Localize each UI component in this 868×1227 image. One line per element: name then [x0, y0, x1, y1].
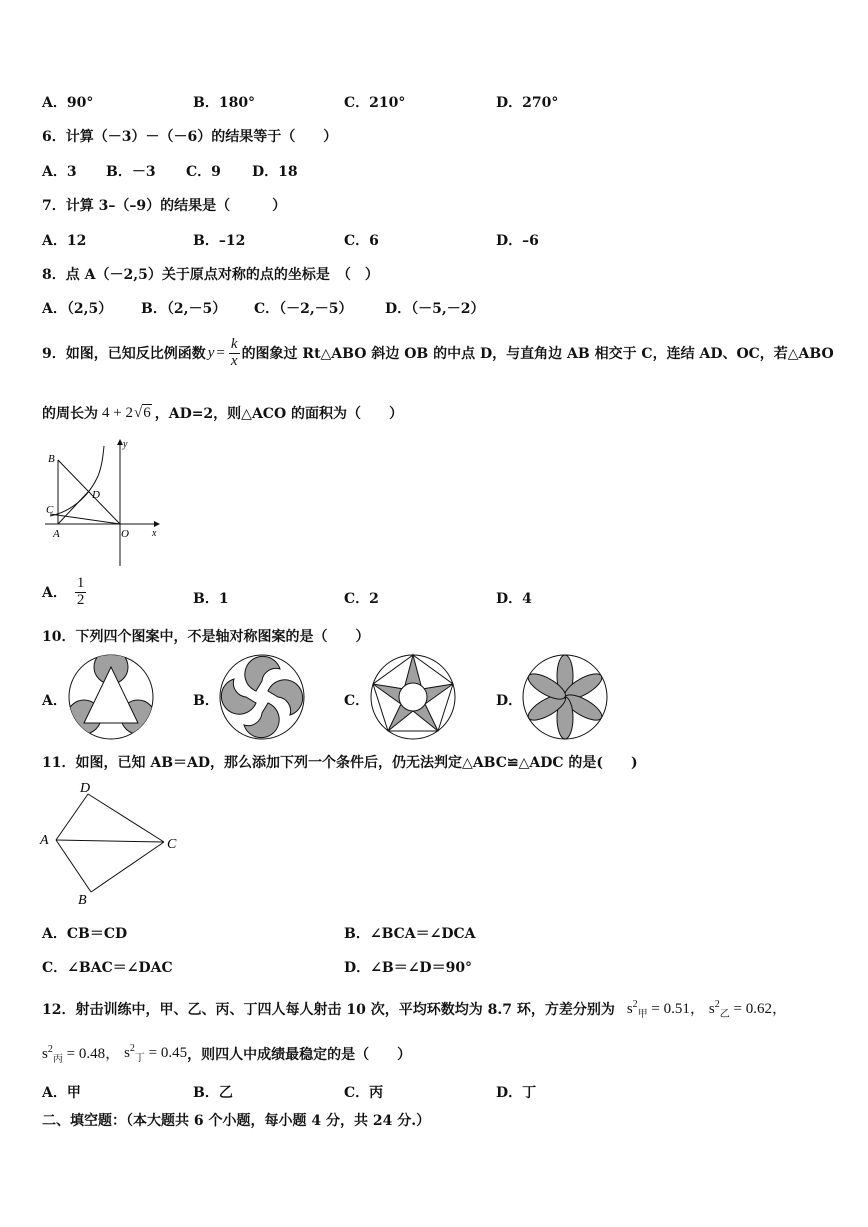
q9-option-a-fraction	[75, 576, 87, 609]
q12-value-yi: 0.62	[745, 1001, 772, 1017]
q8-option-a: A．（2,5）	[42, 301, 113, 317]
q11-label-b: B	[78, 893, 87, 906]
q9-label-o: O	[121, 528, 129, 540]
q9-perimeter-a: 4 + 2	[102, 404, 133, 421]
q11-segment-ad	[56, 794, 88, 840]
q9-label-b: B	[48, 453, 55, 465]
q9-func-denominator: x	[230, 352, 238, 369]
q9-x-arrow	[154, 521, 160, 527]
q9-label-x: x	[152, 528, 157, 539]
q5-option-d: D．270°	[496, 95, 559, 111]
q11-label-c: C	[167, 837, 177, 852]
q11-option-a: A．CB＝CD	[42, 926, 128, 942]
q12-stem	[42, 997, 787, 1020]
q5-option-a: A．90°	[42, 95, 94, 111]
q7-stem: 7．计算 3–（–9）的结果是（ ）	[42, 198, 287, 214]
q9-option-c: C．2	[344, 591, 379, 607]
q5-option-c: C．210°	[344, 95, 406, 111]
q12-option-b: B．乙	[193, 1085, 233, 1101]
q12-sub-bing: 丙	[52, 1054, 63, 1065]
q9-line2-pre: 的周长为	[42, 406, 98, 422]
q12-var-yi: $s^2_乙 = 0.62$，	[708, 999, 787, 1020]
q9-perimeter-sqrt: 6	[143, 405, 151, 421]
q9-func-numerator: k	[230, 336, 238, 352]
q12-sub-yi: 乙	[719, 1009, 730, 1020]
q8-option-d: D．（－5,－2）	[385, 301, 485, 317]
q11-segment-dc	[88, 794, 164, 842]
q10-pattern-d	[520, 653, 610, 741]
q11-label-d: D	[80, 781, 91, 796]
q9-stem-post: 的图象过 Rt△ABO 斜边 OB 的中点 D，与直角边 AB 相交于 C，连结 AD、OC，若△ABO	[241, 346, 834, 363]
q11-figure	[36, 776, 186, 906]
q7-option-b: B．–12	[193, 233, 246, 249]
q12-line2-post: ，则四人中成绩最稳定的是（ ）	[187, 1046, 412, 1063]
q10-label-b: B．	[193, 693, 219, 709]
q9-segment-oc	[50, 514, 120, 524]
q12-var-bing: $s^2_丙 = 0.48$，	[42, 1044, 121, 1065]
q9-func-y: y	[207, 344, 215, 361]
q12-value-bing: 0.48	[78, 1046, 106, 1062]
q7-option-c: C．6	[344, 233, 379, 249]
q6-option-c: C．9	[186, 164, 221, 180]
q9-option-b: B．1	[193, 591, 229, 607]
q9-option-a-prefix: A．	[42, 585, 67, 602]
q11-option-c: C．∠BAC＝∠DAC	[42, 960, 173, 976]
q10-pattern-a	[66, 653, 156, 741]
q8-stem: 8．点 A（－2,5）关于原点对称的点的坐标是 （ ）	[42, 267, 379, 283]
q9-option-a	[42, 576, 88, 609]
q9-label-y: y	[123, 439, 128, 450]
q6-option-b: B．－3	[106, 164, 156, 180]
q9-func-fraction	[229, 337, 240, 370]
q12-sub-ding: 丁	[134, 1053, 145, 1064]
q7-option-d: D．–6	[496, 233, 539, 249]
q9-label-a: A	[53, 528, 60, 540]
q9-label-d: D	[92, 489, 100, 501]
q7-option-a: A．12	[42, 233, 87, 249]
q10-stem: 10．下列四个图案中，不是轴对称图案的是（ ）	[42, 629, 370, 645]
q12-var-jia: $s^2_甲 = 0.51$，	[626, 999, 705, 1020]
q11-segment-ac	[56, 840, 164, 842]
q11-option-b: B．∠BCA＝∠DCA	[344, 926, 476, 942]
q10-pattern-c	[368, 653, 458, 741]
q11-stem: 11．如图，已知 AB＝AD，那么添加下列一个条件后，仍无法判定△ABC≌△ADC 的是( )	[42, 755, 638, 771]
q10-label-a: A．	[42, 693, 67, 709]
q12-value-jia: 0.51	[663, 1001, 690, 1017]
q9-figure	[40, 436, 165, 568]
q12-option-a: A．甲	[42, 1085, 81, 1101]
q10-pattern-b	[217, 653, 307, 741]
q10-label-d: D．	[496, 693, 523, 709]
q9-option-a-denominator: 2	[76, 591, 85, 608]
q9-line2-post: ，AD=2，则△ACO 的面积为（ ）	[154, 406, 404, 422]
q9-func-eq: =	[216, 344, 225, 361]
q10-label-c: C．	[344, 693, 370, 709]
q9-stem-line2: 的周长为 4 + 2 √ 6 ，AD=2，则△ACO 的面积为（ ）	[42, 404, 404, 422]
section2-heading: 二、填空题：（本大题共 6 个小题，每小题 4 分，共 24 分.）	[42, 1113, 431, 1129]
q8-option-b: B．（2,－5）	[141, 301, 227, 317]
q12-option-d: D．丁	[496, 1085, 537, 1101]
q9-label-c: C	[46, 504, 54, 516]
q9-stem	[42, 337, 834, 370]
q11-segment-ab	[56, 840, 91, 892]
q12-value-ding: 0.45	[160, 1045, 188, 1061]
q6-option-d: D．18	[252, 164, 298, 180]
q6-option-a: A．3	[42, 164, 77, 180]
q10-c-inner-circle	[399, 683, 427, 711]
q12-sub-jia: 甲	[637, 1009, 648, 1020]
q9-option-d: D．4	[496, 591, 532, 607]
q5-option-b: B．180°	[193, 95, 256, 111]
q9-stem-pre: 9．如图，已知反比例函数	[42, 346, 206, 363]
q11-label-a: A	[40, 833, 49, 848]
q12-option-c: C．丙	[344, 1085, 384, 1101]
q12-stem-line2	[42, 1042, 411, 1065]
q6-stem: 6．计算（－3）－（－6）的结果等于（ ）	[42, 129, 338, 145]
q8-option-c: C．（－2,－5）	[254, 301, 353, 317]
q12-var-ding: $s^2_丁 = 0.45$	[124, 1043, 188, 1064]
q12-stem-text: 12．射击训练中，甲、乙、丙、丁四人每人射击 10 次，平均环数均为 8.7 环，方差分别为	[42, 1001, 615, 1018]
q11-option-d: D．∠B＝∠D＝90°	[344, 960, 473, 976]
q11-segment-bc	[91, 842, 164, 892]
q9-option-a-numerator: 1	[76, 575, 85, 591]
